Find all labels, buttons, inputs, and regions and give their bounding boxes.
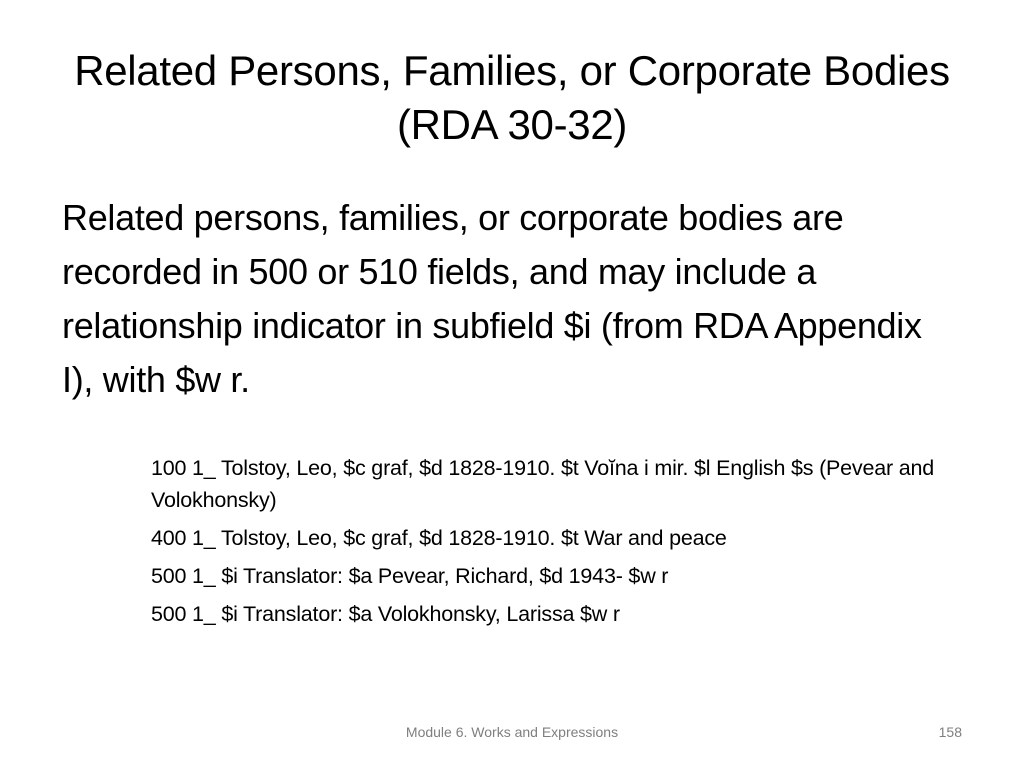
footer-page-number: 158 xyxy=(938,724,962,740)
slide-body-text: Related persons, families, or corporate bodies are recorded in 500 or 510 fields, and may include a relationship indicator in subfield $i (from RDA Appendix I), with $w r. xyxy=(62,197,922,400)
marc-record-line: 500 1_ $i Translator: $a Volokhonsky, Larissa $w r xyxy=(151,602,620,626)
marc-record-list xyxy=(151,452,971,636)
footer-module-label: Module 6. Works and Expressions xyxy=(405,724,619,740)
marc-record-line: 100 1_ Tolstoy, Leo, $c graf, $d 1828-1910. $t Voĭna i mir. $l English $s (Pevear and Volokhonsky) xyxy=(151,456,934,512)
marc-record-line: 500 1_ $i Translator: $a Pevear, Richard, $d 1943- $w r xyxy=(151,564,669,588)
marc-record-line: 400 1_ Tolstoy, Leo, $c graf, $d 1828-1910. $t War and peace xyxy=(151,526,727,550)
slide-title: Related Persons, Families, or Corporate Bodies (RDA 30-32) xyxy=(74,47,950,148)
